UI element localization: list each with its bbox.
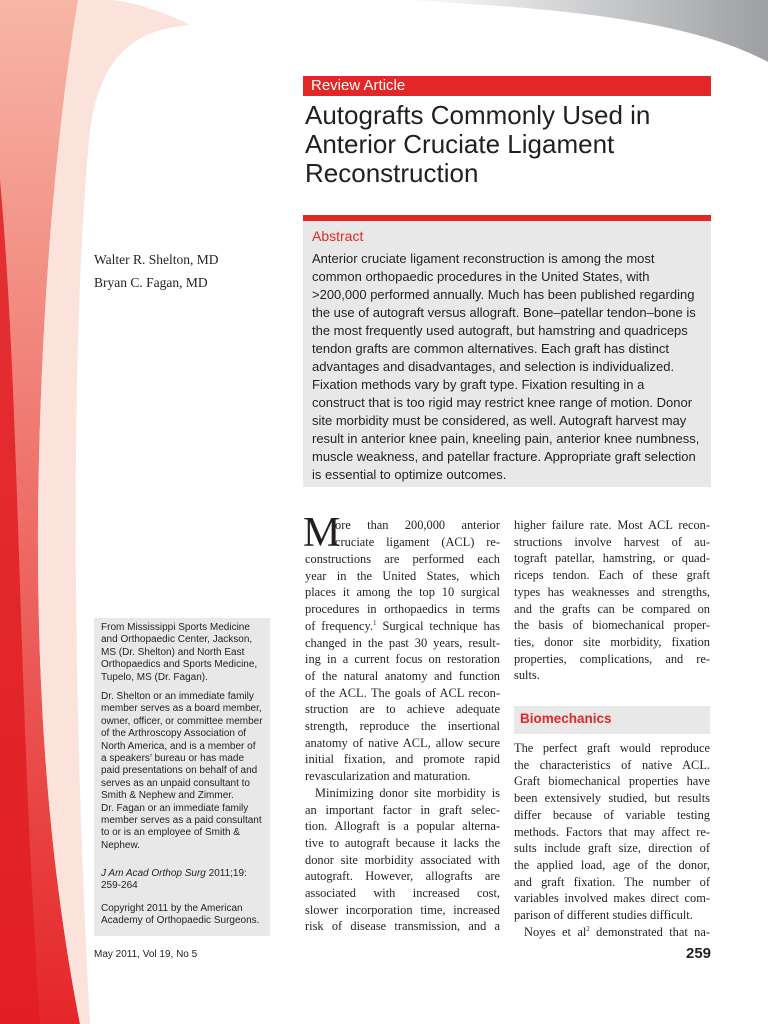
body-line: year in the United States, which <box>305 568 500 583</box>
body-line: anatomy of native ACL, allow secure <box>305 735 500 750</box>
disclosure-line: to or is an employee of Smith & <box>101 827 240 839</box>
body-line: and the grafts can be compared on <box>514 601 710 616</box>
body-text: Noyes et al <box>524 924 587 939</box>
body-line: an important factor in graft selec- <box>305 802 500 817</box>
body-line: Minimizing donor site morbidity is <box>315 785 500 800</box>
body-line: Graft biomechanical properties have <box>514 774 710 789</box>
abstract-line: the use of autograft versus allograft. Bone–patellar tendon–bone is <box>312 305 696 320</box>
body-line: riceps tendon. Each of these graft <box>514 568 710 583</box>
author-name: Walter R. Shelton, MD <box>94 252 219 267</box>
body-line: variables involved makes direct com- <box>514 891 710 906</box>
body-line: donor site morbidity associated with <box>305 852 500 867</box>
body-line: higher failure rate. Most ACL recon- <box>514 518 710 532</box>
section-heading-biomechanics: Biomechanics <box>520 711 612 726</box>
abstract-line: muscle weakness, and patellar fracture. Appropriate graft selection <box>312 449 696 464</box>
citation-pages: 259-264 <box>101 880 138 892</box>
body-line: methods. Factors that may affect re- <box>514 824 710 839</box>
body-line: ore than 200,000 anterior <box>335 518 500 532</box>
disclosure-line: North America, and is a member of <box>101 740 256 752</box>
body-line: procedures in orthopaedics in terms <box>305 602 500 617</box>
body-line: strength, reproduce the insertional <box>305 719 500 734</box>
title-line: Anterior Cruciate Ligament <box>305 129 615 159</box>
body-line: sults. <box>514 668 540 683</box>
citation-text <box>101 868 269 893</box>
affiliation-line: MS (Dr. Shelton) and North East <box>101 646 245 658</box>
body-line: cruciate ligament (ACL) re- <box>335 534 500 549</box>
abstract-line: common orthopaedic procedures in the United States, with <box>312 269 650 284</box>
body-line <box>514 924 710 941</box>
disclosure-line: a speakers’ bureau or has made <box>101 753 245 765</box>
abstract-line: tendon grafts are common alternatives. Each graft has distinct <box>312 341 669 356</box>
disclosure-line: member serves as a board member, <box>101 703 262 715</box>
body-line: The perfect graft would reproduce <box>514 741 710 755</box>
disclosure-line: Nephew. <box>101 839 140 851</box>
abstract-line: Fixation methods vary by graft type. Fixation resulting in a <box>312 377 645 392</box>
body-line: constructions are performed each <box>305 552 500 566</box>
body-line: the applied load, age of the donor, <box>514 857 710 872</box>
abstract-line: >200,000 performed annually. Much has been published regarding <box>312 287 695 302</box>
citation-volume: 2011;19: <box>205 868 247 879</box>
body-line: and graft fixation. The number of <box>514 874 710 889</box>
body-line: properties, complications, and re- <box>514 651 710 666</box>
citation-journal: J Am Acad Orthop Surg <box>101 868 206 879</box>
affiliation-line: Tupelo, MS (Dr. Fagan). <box>101 671 208 683</box>
body-line: of the natural anatomy and function <box>305 668 500 683</box>
abstract-text <box>312 250 704 484</box>
drop-cap: M <box>303 510 341 556</box>
body-column-1-lead <box>335 517 500 550</box>
author-name: Bryan C. Fagan, MD <box>94 275 208 290</box>
body-line: sults include graft size, direction of <box>514 841 710 856</box>
body-line: of the ACL. The goals of ACL recon- <box>305 685 500 700</box>
abstract-line: Anterior cruciate ligament reconstruction is among the most <box>312 251 655 266</box>
body-line: slower incorporation time, increased <box>305 902 500 917</box>
issue-info: May 2011, Vol 19, No 5 <box>94 949 198 960</box>
body-line: changed in the past 30 years, result- <box>305 635 500 650</box>
abstract-line: the most frequently used autograft, but hamstring and quadriceps <box>312 323 688 338</box>
affiliation-line: Orthopaedics and Sports Medicine, <box>101 659 258 671</box>
body-text: demonstrated that na- <box>589 924 710 939</box>
body-line: risk of disease transmission, and a <box>305 919 500 934</box>
abstract-line: construct that is too rigid may restrict knee range of motion. Donor <box>312 395 693 410</box>
disclosure-line: owner, officer, or committee member <box>101 715 263 727</box>
body-line: parison of different studies difficult. <box>514 908 693 923</box>
disclosure-line: Dr. Shelton or an immediate family <box>101 691 254 702</box>
body-line: the characteristics of native ACL. <box>514 757 710 772</box>
disclosure-line: of the Arthroscopy Association of <box>101 728 247 740</box>
copyright-text <box>101 903 269 928</box>
affiliation-text <box>101 622 269 684</box>
reference-marker: 2 <box>586 924 590 933</box>
affiliation-line: and Orthopaedic Center, Jackson, <box>101 634 253 646</box>
body-line: tion. Allograft is a popular alterna- <box>305 819 500 834</box>
abstract-line: result in anterior knee pain, kneeling pain, anterior knee numbness, <box>312 431 700 446</box>
disclosure-line: member serves as a paid consultant <box>101 815 262 827</box>
body-line: differ because of variable testing <box>514 807 710 822</box>
abstract-line: is essential to optimize outcomes. <box>312 467 507 482</box>
abstract-line: site morbidity must be considered, as well. Autograft harvest may <box>312 413 687 428</box>
abstract-heading: Abstract <box>312 228 364 244</box>
body-line <box>305 618 500 635</box>
body-line: struction are to achieve adequate <box>305 702 500 717</box>
body-line: tive to autograft because it lacks the <box>305 835 500 850</box>
disclosure-line: Smith & Nephew and Zimmer. <box>101 790 234 802</box>
body-line: ing in a current focus on restoration <box>305 652 500 667</box>
body-column-1 <box>305 551 500 935</box>
body-line: associated with increased cost, <box>305 886 500 901</box>
body-line: been extensively studied, but results <box>514 791 710 806</box>
body-text: Surgical technique has <box>376 618 500 633</box>
body-line: places it among the top 10 surgical <box>305 585 500 600</box>
disclosure-line: Dr. Fagan or an immediate family <box>101 802 249 814</box>
body-line: ties, donor site morbidity, fixation <box>514 634 710 649</box>
disclosure-line: paid presentations on behalf of and <box>101 765 258 777</box>
copyright-line: Academy of Orthopaedic Surgeons. <box>101 915 260 927</box>
reference-marker: 1 <box>373 618 377 627</box>
body-line: autograft. However, allografts are <box>305 869 500 884</box>
copyright-line: Copyright 2011 by the American <box>101 903 243 914</box>
body-text: of frequency. <box>305 618 374 633</box>
article-title <box>305 101 715 188</box>
body-column-2-biomechanics <box>514 740 710 940</box>
body-line: tograft patellar, hamstring, or quad- <box>514 551 710 566</box>
body-line: types has weaknesses and strengths, <box>514 584 710 599</box>
body-line: structions involve harvest of au- <box>514 534 710 549</box>
body-line: the basis of biomechanical proper- <box>514 618 710 633</box>
affiliation-line: From Mississippi Sports Medicine <box>101 622 250 633</box>
title-line: Reconstruction <box>305 158 479 188</box>
page-number: 259 <box>686 945 712 962</box>
body-line: revascularization and maturation. <box>305 769 471 784</box>
disclosure-text <box>101 691 269 852</box>
section-label: Review Article <box>311 77 406 94</box>
title-line: Autografts Commonly Used in <box>305 100 651 130</box>
body-column-2 <box>514 517 710 684</box>
body-line: initial fixation, and promote rapid <box>305 752 500 767</box>
abstract-line: advantages and disadvantages, and selection is individualized. <box>312 359 675 374</box>
disclosure-line: serves as an unpaid consultant to <box>101 777 250 789</box>
